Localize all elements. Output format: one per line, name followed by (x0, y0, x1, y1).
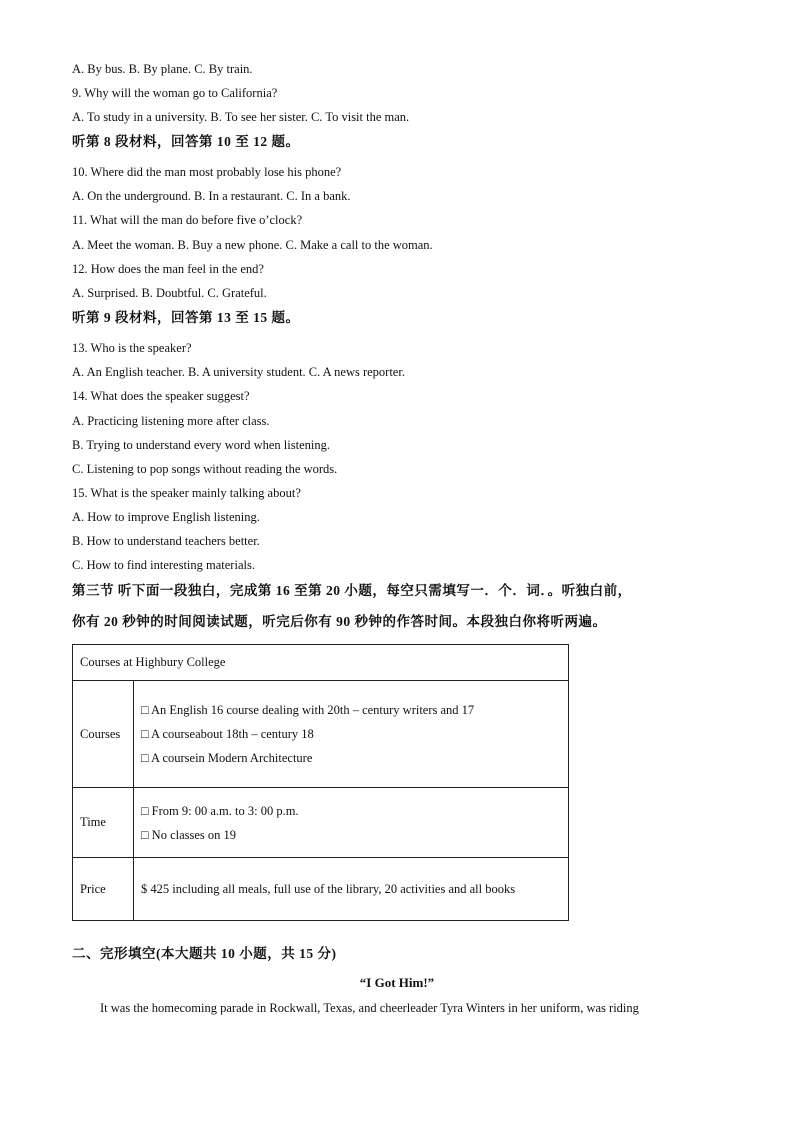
courses-item: □ A coursein Modern Architecture (141, 751, 313, 765)
courses-table (72, 644, 569, 921)
section3-instruction-line1: 第三节 听下面一段独白，完成第 16 至第 20 小题，每空只需填写一．个．词．。听独白前， (72, 583, 632, 598)
question-line-12: 13. Who is the speaker? (72, 341, 192, 355)
question-line-3: A. To study in a university. B. To see her sister. C. To visit the man. (72, 110, 410, 124)
question-line-15: A. Practicing listening more after class. (72, 414, 270, 428)
passage-first-line: It was the homecoming parade in Rockwall, Texas, and cheerleader Tyra Winters in her uniform, was riding (100, 1001, 639, 1015)
courses-item: □ An English 16 course dealing with 20th – century writers and 17 (141, 703, 475, 717)
question-line-9: 12. How does the man feel in the end? (72, 262, 264, 276)
row-label-time: Time (73, 788, 134, 858)
section-heading-9: 听第 9 段材料，回答第 13 至 15 题。 (72, 310, 300, 325)
price-item: $ 425 including all meals, full use of the library, 20 activities and all books (141, 882, 516, 896)
question-line-8: A. Meet the woman. B. Buy a new phone. C. Make a call to the woman. (72, 238, 433, 252)
question-line-14: 14. What does the speaker suggest? (72, 389, 250, 403)
question-line-20: B. How to understand teachers better. (72, 534, 260, 548)
question-line-1: A. By bus. B. By plane. C. By train. (72, 62, 253, 76)
table-title: Courses at Highbury College (73, 645, 569, 681)
passage-title: “I Got Him!” (359, 975, 435, 990)
courses-cell (134, 681, 569, 788)
courses-item: □ A courseabout 18th – century 18 (141, 727, 314, 741)
section3-instruction-line2: 你有 20 秒钟的时间阅读试题，听完后你有 90 秒钟的作答时间。本段独白你将听两遍。 (72, 614, 607, 629)
question-line-17: C. Listening to pop songs without reading the words. (72, 462, 338, 476)
row-label-price: Price (73, 858, 134, 921)
question-line-10: A. Surprised. B. Doubtful. C. Grateful. (72, 286, 267, 300)
question-line-18: 15. What is the speaker mainly talking about? (72, 486, 301, 500)
question-line-5: 10. Where did the man most probably lose his phone? (72, 165, 342, 179)
row-label-courses: Courses (73, 681, 134, 788)
price-cell (134, 858, 569, 921)
time-cell (134, 788, 569, 858)
question-line-13: A. An English teacher. B. A university student. C. A news reporter. (72, 365, 405, 379)
time-item: □ From 9: 00 a.m. to 3: 00 p.m. (141, 803, 299, 818)
question-line-16: B. Trying to understand every word when listening. (72, 438, 330, 452)
question-line-7: 11. What will the man do before five o’clock? (72, 213, 303, 227)
question-line-2: 9. Why will the woman go to California? (72, 86, 278, 100)
part2-heading: 二、完形填空(本大题共 10 小题，共 15 分) (72, 946, 337, 961)
question-line-21: C. How to find interesting materials. (72, 558, 255, 572)
section-heading-8: 听第 8 段材料，回答第 10 至 12 题。 (72, 134, 300, 149)
question-line-6: A. On the underground. B. In a restaurant. C. In a bank. (72, 189, 351, 203)
time-item: □ No classes on 19 (141, 827, 237, 842)
question-line-19: A. How to improve English listening. (72, 510, 260, 524)
